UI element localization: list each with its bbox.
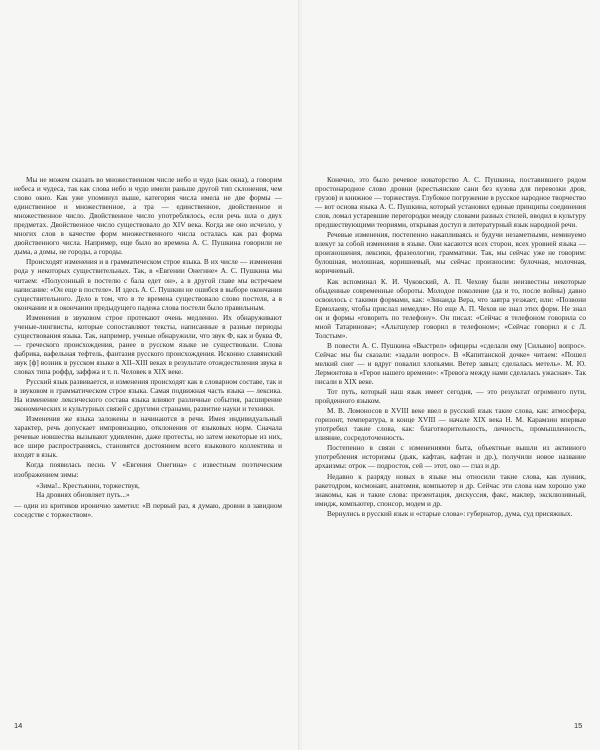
page-number-right: 15 <box>574 721 583 730</box>
paragraph: Конечно, это было речевое новаторство А. С. Пушкина, поставившего рядом простонародное слово дровни (крестьянские сани без кузова для перевозки дров, грузов) и книжное — торжествуя. Глубокое погружение в русское народное творчество — вот основа языка А. С. Пушкина, который установил единые принципы соединения слов, ломал устаревшие перегородки между словами разных стилей, вводил в культуру предшествующими теориями, открывая доступ в литературный язык народной речи. <box>315 176 586 230</box>
paragraph: Как вспоминал К. И. Чуковский, А. П. Чехову были неизвестны некоторые обыденные современные обороты. Молодое поколение (да и то, после войны) давно освоилось с такими формами, как: «Зинаида Вера, что завтра уезжает, или: «Позвони Ермолаеву, чтобы прислал немедля». Но еще А. П. Чехов не знал этих форм. Не знал он и формы «говорить по телефону». Он писал: «Сейчас я телефоном говорила со мной Татаринова»; «Альтшулер говорил я телефоном»; «Сейчас говорил я с Л. Толстым». <box>315 277 586 340</box>
paragraph: Изменения в звуковом строе протекают очень медленно. Их обнаруживают ученые-лингвисты, которые сопоставляют тексты, написанные в разные периоды существования языка. Так, например, ученые обнаружили, что звук Ф, как и буква Ф, — греческого происхождения, ранее в русском языке не существовали. Слова фабрика, вафельная тефтель, фантазия русского происхождения. Исконно славянский звук [ф] возник в русском языке в XII–XIII веках в результате отождествления звука в словах типа роффд, заффжа и т. п. Человек в XIX веке. <box>14 313 282 376</box>
paragraph: Недавно к разряду новых в языке мы относили такие слова, как лунник, ракетодром, космонавт, анатомия, компьютер и др. Сейчас эти слова нам хорошо уже знакомы, как и такие слова: презентация, дискуссия, факс, маклер, эксклюзивный, имидж, компьютер, спонсор, модем и др. <box>315 472 586 508</box>
right-page-text <box>315 176 586 519</box>
paragraph: Постепенно в связи с изменениями быта, объектные вышли из активного употребления историзмы (дьяк, кафтан, кафтан и др.), получили новое название архаизмы: отрок — подросток, сей — этот, око — глаз и др. <box>315 444 586 471</box>
paragraph: Мы не можем сказать во множественном числе небо и чудо (как окна), а говорим небеса и чудеса, так как слова небо и чудо имели раньше другой тип склонения, чем слово окно. Как уже упоминул выше, категория числа имела не две формы — единственное и множественное, а тра — единственное, двойственное и множественное число. Двойственное число употреблялось, если речь шла о двух предметах. Двойственное число существовало до XIV века. Когда же оно исчезло, у многих слов в качестве форм множественного числа осталась как раз форма двойственного числа. Например, еще было во времена А. С. Пушкина говорили не дыма, а домы, не городы, а городы. <box>14 176 282 257</box>
book-gutter <box>298 0 302 750</box>
paragraph: Изменения же языка заложены и начинаются в речи. Имея индивидуальный характер, речь допускает импровизацию, отклонения от языковых норм. Сначала речевые новшества вызывают удивление, даже протесты, но затем некоторые из них, все шире распространяясь, становятся достоянием всего языкового коллектива и входят в язык. <box>14 415 282 460</box>
page-number-left: 14 <box>14 721 23 730</box>
paragraph: Происходят изменения и в грамматическом строе языка. В их числе — изменения рода у некоторых существительных. Так, в «Евгении Онегине» А. С. Пушкина мы читаем: «Полусонный в постелю с бала едет он», а в другой главе мы встречаем написание: «Он еще в постеле». И здесь А. С. Пушкин не ошибся в выборе окончания существительного. Дело в том, что в те времена существовало слово постеля, а в окончании и в окончании предыдущего падежа слова постели было правильным. <box>14 258 282 312</box>
paragraph: Тот путь, который наш язык имеет сегодня, — это результат огромного пути, пройденного языком. <box>315 388 586 406</box>
paragraph: М. В. Ломоносов в XVIII веке ввел в русский язык такие слова, как: атмосфера, горизонт, температура, в конце XVIII — начале XIX века Н. М. Карамзин впервые употребил такие слова, как: благотворительность, личность, промышленность, влияние, сосредоточенность. <box>315 407 586 443</box>
poem-quote <box>36 482 282 500</box>
paragraph: В повести А. С. Пушкина «Выстрел» офицеры «сделали ему [Сильвио] вопрос». Сейчас мы бы сказали: «задали вопрос». В «Капитанской дочке» читаем: «Пошел мелкий снег — и вдруг повалил хлопьями. Ветер завыл; сделалась метель». М. Ю. Лермонтова в «Герое нашего времени»: «Тревога между нами сделалась ужасная». Так писали в XIX веке. <box>315 341 586 387</box>
poem-line: На дровнях обновляет путь...» <box>36 490 130 499</box>
paragraph: Речевые изменения, постепенно накапливаясь и будучи незаметными, неминуемо влекут за собой изменения в языке. Они касаются всех сторон, всех уровней языка — произношения, лексики, фразеологии, грамматики. Так, мы сейчас уже не говорим: булошная, молошная, коришневый, мы сейчас произносим: булочная, молочная, коричневый. <box>315 231 586 276</box>
paragraph: — один из критиков иронично заметил: «В первый раз, я думаю, дровни в завидном соседстве с торжеством». <box>14 501 282 519</box>
poem-line: «Зима!.. Крестьянин, торжествуя, <box>36 481 140 490</box>
paragraph: Когда появилась песнь V «Евгения Онегина» с известным поэтическим изображением зимы: <box>14 461 282 479</box>
paragraph: Русский язык развивается, и изменения происходят как в словарном составе, так и в звуковом и грамматическом строе языка. Самая подвижная часть языка — лексика. На изменение лексического состава языка влияют различные события, расширение экономических и культурных связей с другими странами, развитие науки и техники. <box>14 378 282 414</box>
left-page-text <box>14 176 282 520</box>
paragraph: Вернулись в русский язык и «старые слова»: губернатор, дума, суд присяжных. <box>327 509 573 518</box>
